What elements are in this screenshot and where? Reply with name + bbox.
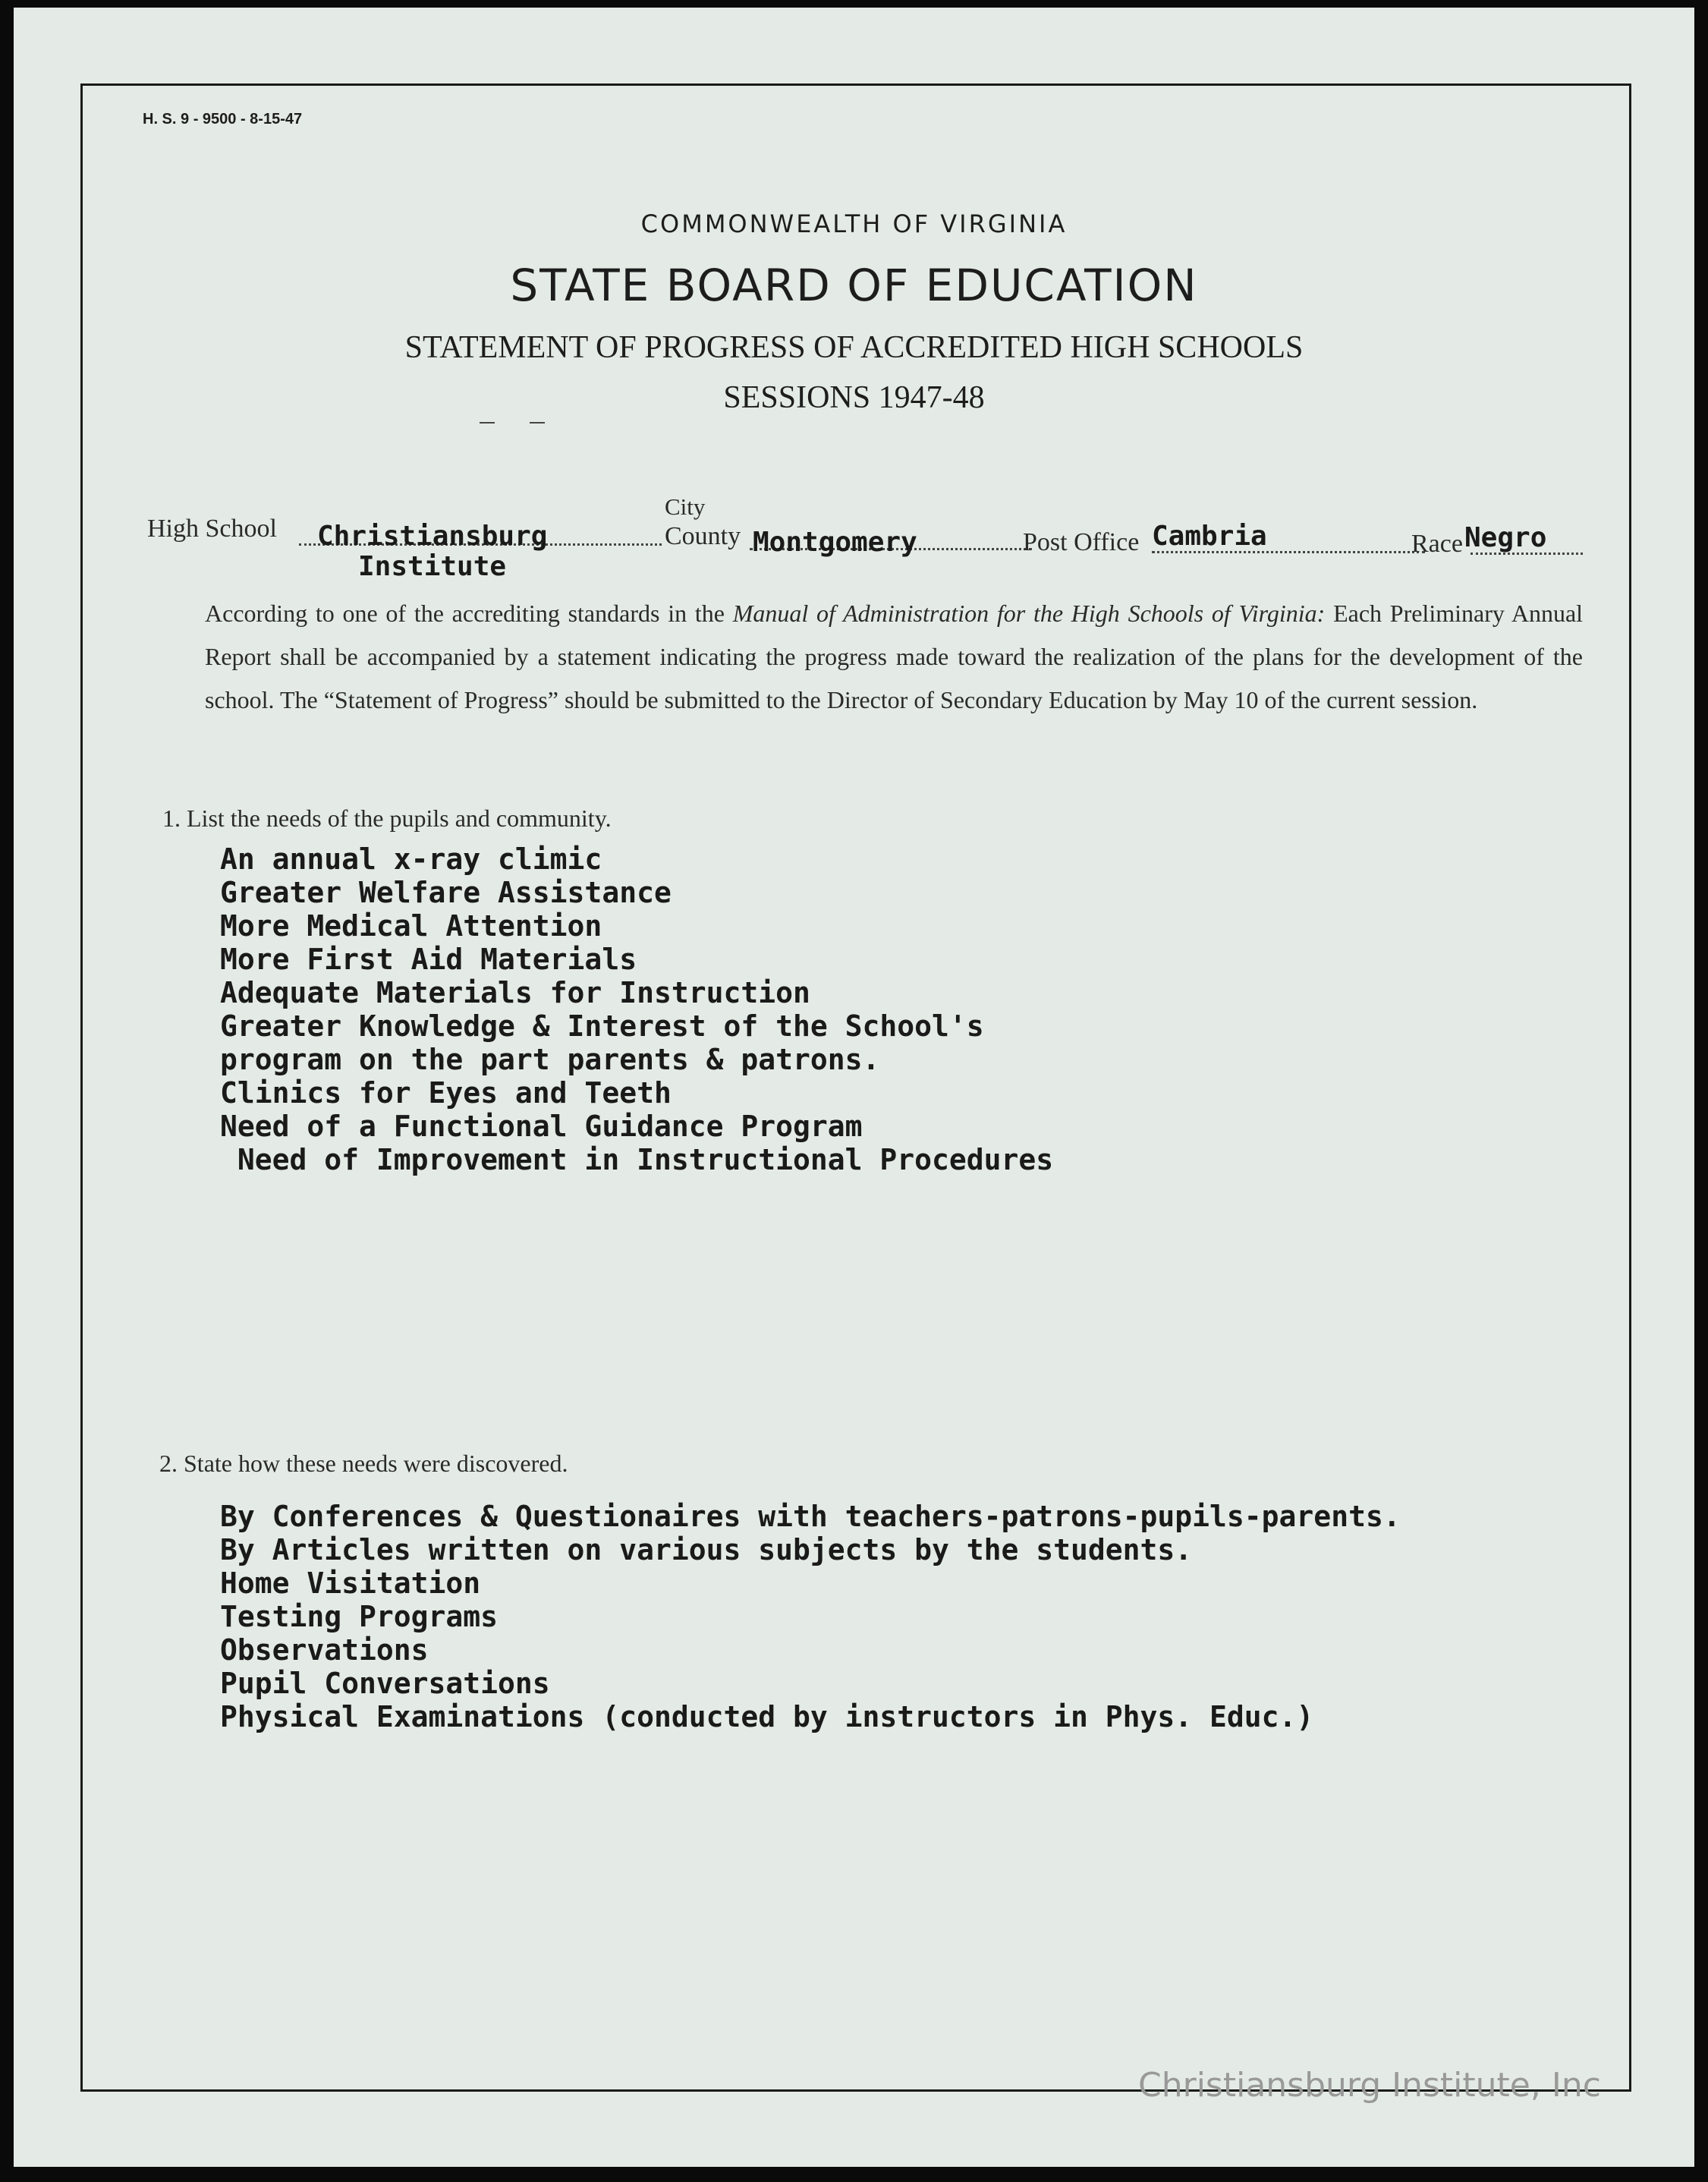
county-label: County (665, 522, 741, 550)
answer-line: More Medical Attention (220, 909, 602, 943)
race-value: Negro (1464, 522, 1547, 553)
race-label: Race (1411, 530, 1463, 558)
answer-line: An annual x-ray climic (220, 842, 602, 876)
high-school-value-line2: Institute (358, 551, 507, 582)
answer-line: By Articles written on various subjects by the students. (220, 1533, 1193, 1566)
answer-line: Greater Welfare Assistance (220, 876, 672, 909)
answer-line: Testing Programs (220, 1600, 499, 1633)
question-2-label: 2. State how these needs were discovered. (159, 1450, 568, 1477)
divider-dash (530, 422, 545, 423)
answer-line: Home Visitation (220, 1566, 481, 1600)
county-value: Montgomery (753, 527, 917, 558)
answer-line: program on the part parents & patrons. (220, 1043, 880, 1076)
statement-title: STATEMENT OF PROGRESS OF ACCREDITED HIGH SCHOOLS (404, 330, 1304, 365)
intro-paragraph (205, 592, 1583, 722)
answer-line: Need of a Functional Guidance Program (220, 1110, 863, 1143)
answer-line: Observations (220, 1633, 429, 1667)
intro-text-1: According to one of the accrediting standards in the (205, 600, 725, 627)
question-1-answers (220, 842, 1053, 1176)
city-label: City (665, 493, 706, 520)
answer-line: More First Aid Materials (220, 943, 637, 976)
sessions-title: SESSIONS 1947-48 (723, 380, 985, 415)
divider-dash (480, 422, 495, 423)
high-school-value: Christiansburg (317, 521, 548, 552)
post-office-value: Cambria (1152, 521, 1267, 552)
form-number: H. S. 9 - 9500 - 8-15-47 (143, 111, 303, 128)
commonwealth-heading: COMMONWEALTH OF VIRGINIA (640, 209, 1068, 238)
intro-text-2: Each Preliminary Annual Report shall be accompanied by a statement indicating the progress made toward the realization of the plans for the development of the school. The “Statement of Progress” should be submitted to the Director of Secondary Education by May 10 of the current session. (205, 600, 1584, 713)
question-2-answers (220, 1500, 1401, 1733)
post-office-label: Post Office (1023, 528, 1140, 556)
document-page (14, 8, 1694, 2167)
question-1-label: 1. List the needs of the pupils and community. (162, 804, 612, 832)
manual-title: Manual of Administration for the High Schools of Virginia: (732, 600, 1326, 627)
watermark: Christiansburg Institute, Inc (1138, 2066, 1601, 2105)
answer-line: Adequate Materials for Instruction (220, 976, 810, 1009)
answer-line: Physical Examinations (conducted by instructors in Phys. Educ.) (220, 1700, 1314, 1733)
answer-line: Need of Improvement in Instructional Procedures (220, 1143, 1054, 1176)
answer-line: By Conferences & Questionaires with teachers-patrons-pupils-parents. (220, 1500, 1401, 1533)
board-title: STATE BOARD OF EDUCATION (510, 260, 1198, 311)
answer-line: Greater Knowledge & Interest of the School's (220, 1009, 984, 1043)
answer-line: Clinics for Eyes and Teeth (220, 1076, 672, 1110)
answer-line: Pupil Conversations (220, 1667, 550, 1700)
high-school-label: High School (147, 515, 277, 543)
